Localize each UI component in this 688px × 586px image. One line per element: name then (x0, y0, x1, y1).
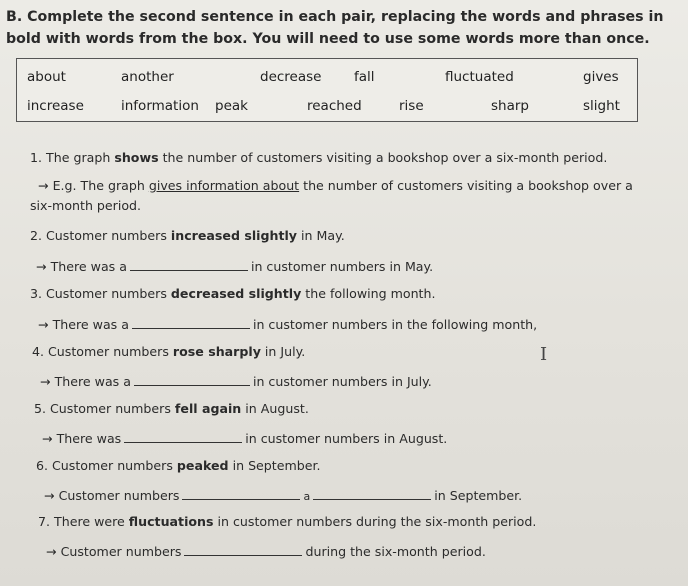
word-sharp: sharp (491, 98, 529, 114)
example-answer-cont: six-month period. (30, 198, 142, 213)
answer-blank[interactable] (184, 543, 302, 556)
word-reached: reached (307, 98, 362, 114)
word-information: information (121, 98, 199, 114)
answer-3: → There was a in customer numbers in the following month, (38, 317, 538, 332)
answer-blank[interactable] (132, 316, 250, 329)
question-1: 1. The graph shows the number of customers visiting a bookshop over a six-month period. (30, 150, 608, 165)
question-5: 5. Customer numbers fell again in August. (34, 401, 309, 416)
answer-5: → There was in customer numbers in August. (42, 431, 448, 446)
word-rise: rise (399, 98, 424, 114)
word-slight: slight (583, 98, 620, 114)
arrow-icon: → (40, 374, 51, 389)
arrow-icon: → (46, 544, 57, 559)
word-gives: gives (583, 69, 619, 85)
arrow-icon: → (44, 488, 55, 503)
question-7: 7. There were fluctuations in customer numbers during the six-month period. (38, 514, 537, 529)
answer-6: → Customer numbers a in September. (44, 488, 523, 503)
question-4: 4. Customer numbers rose sharply in July. (32, 344, 306, 359)
exercise-instructions: B. Complete the second sentence in each pair, replacing the words and phrases in bold with words from the box. You will need to use some words more than once. (6, 9, 664, 47)
question-6: 6. Customer numbers peaked in September. (36, 458, 321, 473)
answer-blank[interactable] (182, 487, 300, 500)
answer-blank[interactable] (134, 373, 250, 386)
arrow-icon: → (38, 178, 49, 193)
word-decrease: decrease (260, 69, 322, 85)
word-fluctuated: fluctuated (445, 69, 514, 85)
arrow-icon: → (36, 259, 47, 274)
answer-7: → Customer numbers during the six-month period. (46, 544, 486, 559)
example-answer: → E.g. The graph gives information about the number of customers visiting a bookshop over a (38, 178, 633, 193)
arrow-icon: → (42, 431, 53, 446)
word-fall: fall (354, 69, 375, 85)
arrow-icon: → (38, 317, 49, 332)
word-another: another (121, 69, 174, 85)
text-cursor-icon: I (540, 344, 548, 365)
answer-blank[interactable] (313, 487, 431, 500)
answer-4: → There was a in customer numbers in July. (40, 374, 432, 389)
word-peak: peak (215, 98, 248, 114)
word-increase: increase (27, 98, 84, 114)
answer-blank[interactable] (130, 258, 248, 271)
word-box (16, 58, 638, 122)
question-3: 3. Customer numbers decreased slightly the following month. (30, 286, 436, 301)
answer-2: → There was a in customer numbers in May. (36, 259, 434, 274)
question-2: 2. Customer numbers increased slightly in May. (30, 228, 345, 243)
answer-blank[interactable] (124, 430, 242, 443)
word-about: about (27, 69, 66, 85)
